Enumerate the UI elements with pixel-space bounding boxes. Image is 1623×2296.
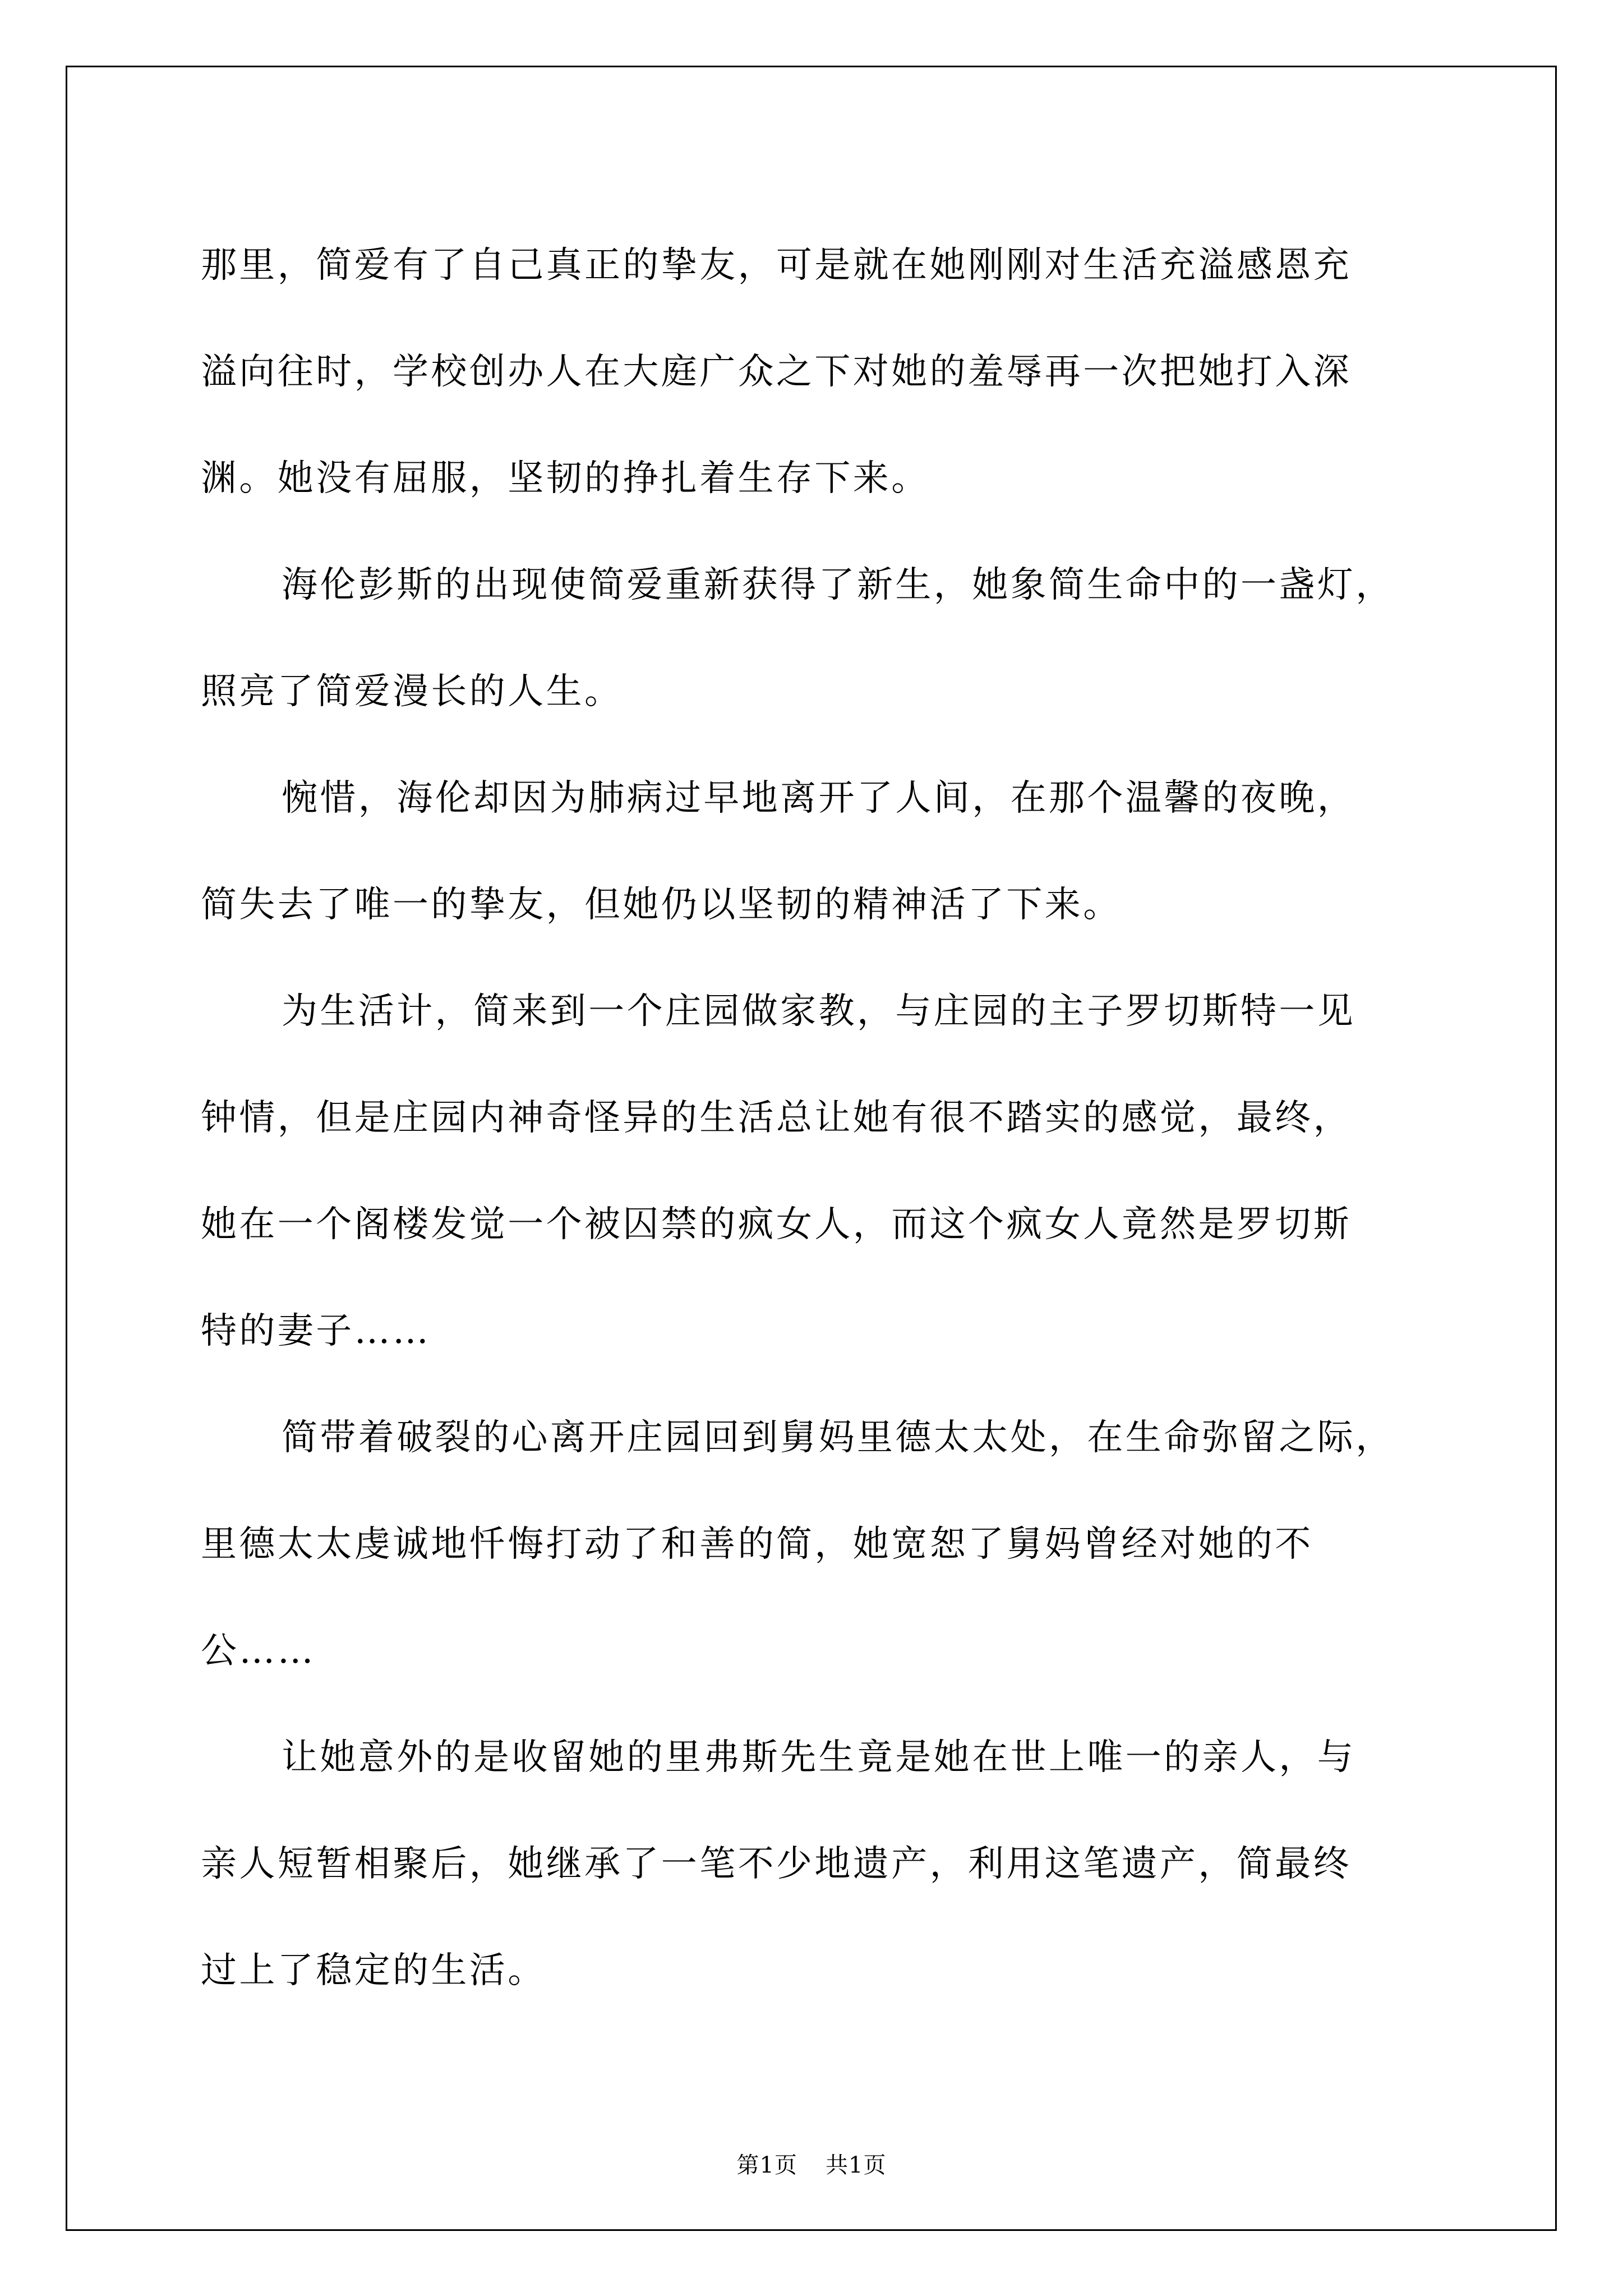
text-line: 里德太太虔诚地忏悔打动了和善的简，她宽恕了舅妈曾经对她的不 <box>201 1524 1313 1565</box>
text-line: 她在一个阁楼发觉一个被囚禁的疯女人，而这个疯女人竟然是罗切斯 <box>201 1204 1352 1245</box>
text-line: 钟情，但是庄园内神奇怪异的生活总让她有很不踏实的感觉，最终， <box>201 1097 1352 1139</box>
text-line: 渊。她没有屈服，坚韧的挣扎着生存下来。 <box>201 458 930 499</box>
text-line: 公…… <box>201 1630 316 1672</box>
text-line: 过上了稳定的生活。 <box>201 1950 546 1991</box>
text-line: 那里，简爱有了自己真正的挚友，可是就在她刚刚对生活充溢感恩充 <box>201 245 1352 286</box>
text-line: 溢向往时，学校创办人在大庭广众之下对她的羞辱再一次把她打入深 <box>201 351 1352 393</box>
document-body <box>201 212 1429 2024</box>
text-line: 亲人短暂相聚后，她继承了一笔不少地遗产，利用这笔遗产，简最终 <box>201 1843 1352 1885</box>
text-line: 照亮了简爱漫长的人生。 <box>201 671 623 712</box>
text-line: 简带着破裂的心离开庄园回到舅妈里德太太处，在生命弥留之际， <box>282 1417 1394 1458</box>
text-line: 让她意外的是收留她的里弗斯先生竟是她在世上唯一的亲人，与 <box>282 1737 1356 1778</box>
page-footer <box>0 2148 1623 2182</box>
page-number: 第1页 <box>736 2152 797 2178</box>
page-total: 共1页 <box>826 2152 887 2178</box>
text-line: 为生活计，简来到一个庄园做家教，与庄园的主子罗切斯特一见 <box>282 991 1356 1032</box>
text-line: 惋惜，海伦却因为肺病过早地离开了人间，在那个温馨的夜晚， <box>282 777 1356 819</box>
text-line: 海伦彭斯的出现使简爱重新获得了新生，她象简生命中的一盏灯， <box>282 564 1394 606</box>
text-line: 简失去了唯一的挚友，但她仍以坚韧的精神活了下来。 <box>201 884 1122 926</box>
text-line: 特的妻子…… <box>201 1310 431 1352</box>
